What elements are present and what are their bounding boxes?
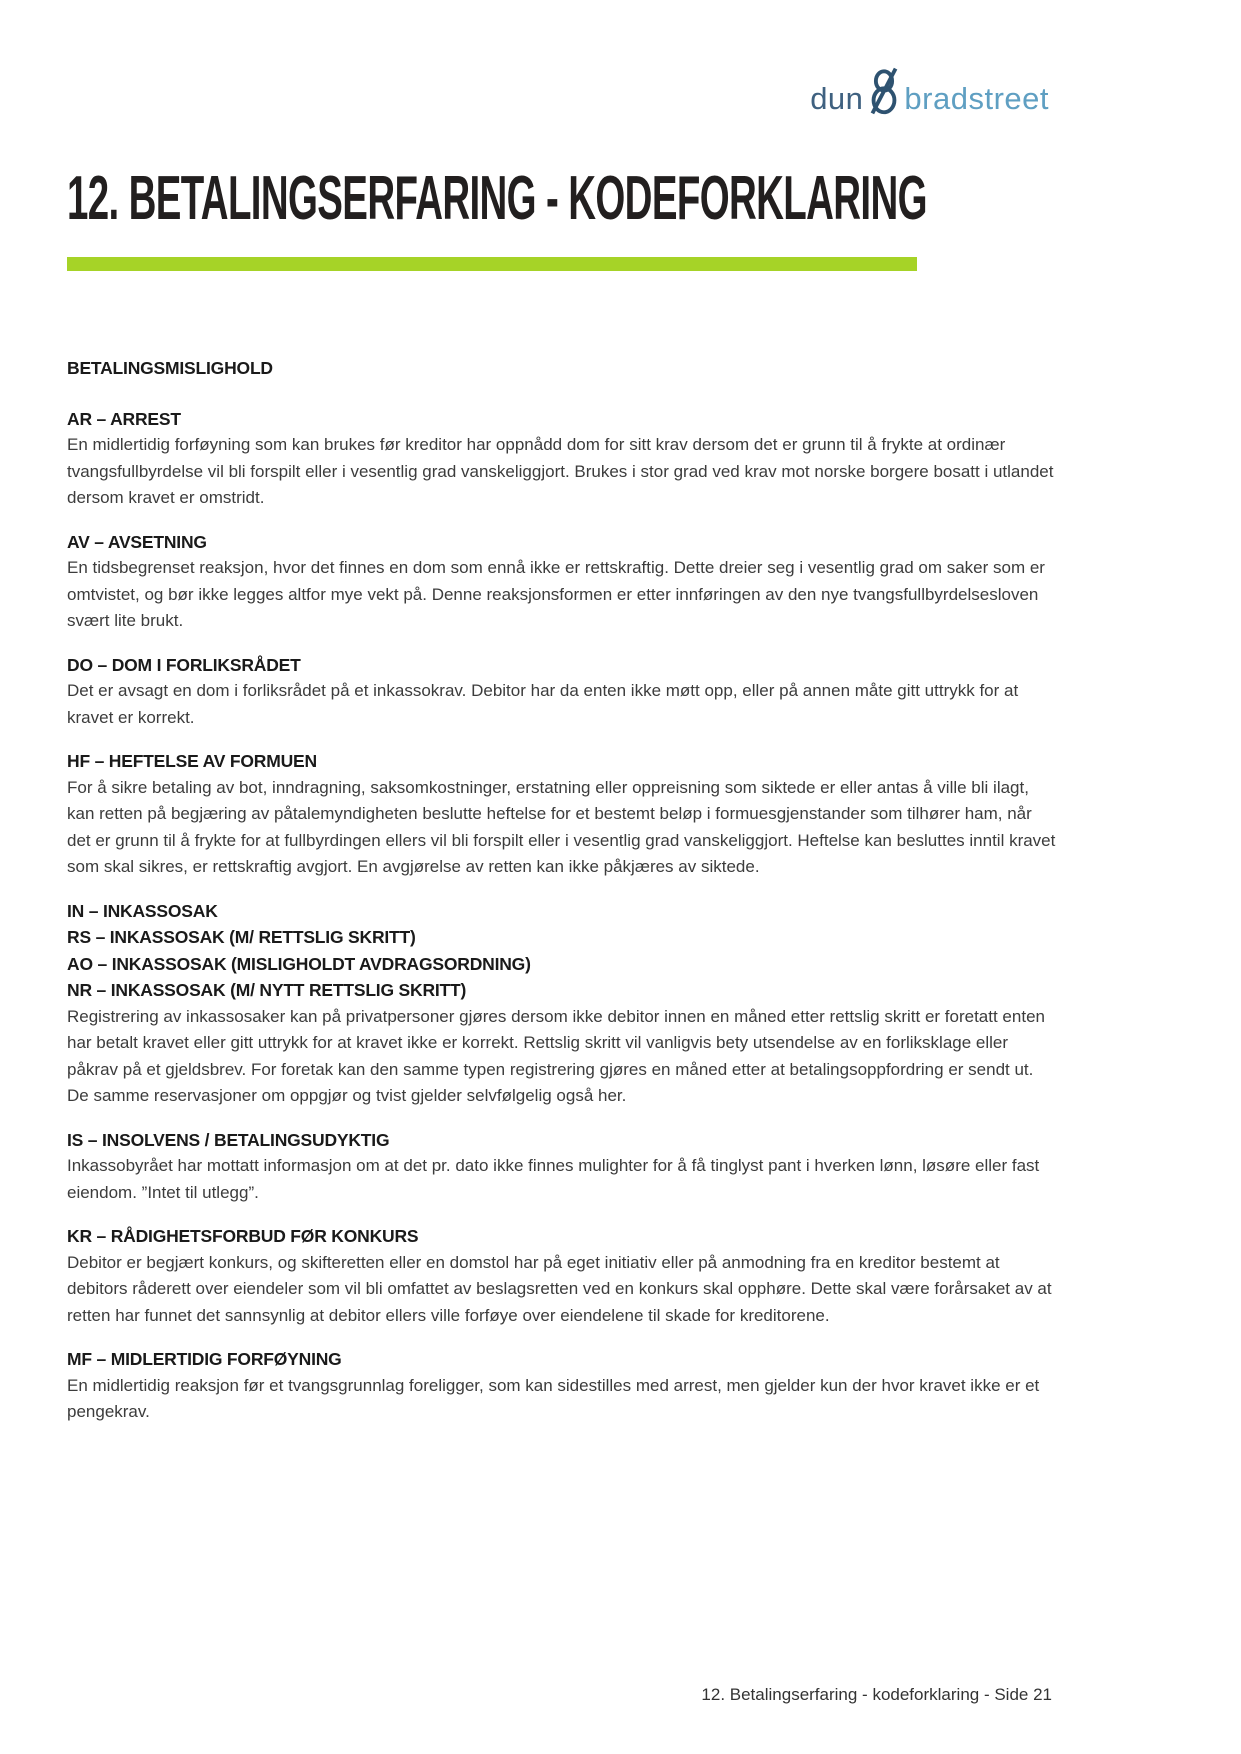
section-kr bbox=[67, 1223, 1057, 1329]
section-heading: AR – ARREST bbox=[67, 408, 181, 429]
section-body: Det er avsagt en dom i forliksrådet på et inkassokrav. Debitor har da enten ikke møtt opp, eller på annen måte gitt uttrykk for at kravet er korrekt. bbox=[67, 681, 1019, 727]
section-heading: HF – HEFTELSE AV FORMUEN bbox=[67, 751, 317, 771]
title-accent-bar bbox=[67, 257, 917, 271]
ampersand-icon bbox=[867, 66, 901, 121]
section-av bbox=[67, 529, 1057, 635]
logo-text-dun: dun bbox=[810, 81, 864, 116]
logo-text-bradstreet: bradstreet bbox=[904, 81, 1049, 116]
section-heading: DO – DOM I FORLIKSRÅDET bbox=[67, 654, 301, 675]
section-body: En midlertidig forføyning som kan brukes før kreditor har oppnådd dom for sitt krav dersom det er grunn til å frykte at ordinær tvangsfullbyrdelse vil bli forspilt eller i vesentlig grad vanskeliggjort. Brukes i stor grad ved krav mot norske borgere bosatt i utlandet dersom kravet er omstridt. bbox=[67, 435, 1054, 507]
section-heading: NR – INKASSOSAK (M/ NYTT RETTSLIG SKRITT) bbox=[67, 980, 467, 1000]
page-title: 12. BETALINGSERFARING - KODEFORKLARING bbox=[67, 164, 927, 233]
section-heading: KR – RÅDIGHETSFORBUD FØR KONKURS bbox=[67, 1226, 419, 1246]
section-heading: IS – INSOLVENS / BETALINGSUDYKTIG bbox=[67, 1129, 390, 1150]
section-heading: RS – INKASSOSAK (M/ RETTSLIG SKRITT) bbox=[67, 927, 416, 947]
dun-bradstreet-logo bbox=[810, 66, 1049, 114]
section-heading: MF – MIDLERTIDIG FORFØYNING bbox=[67, 1349, 342, 1369]
section-heading: AO – INKASSOSAK (MISLIGHOLDT AVDRAGSORDNING) bbox=[67, 953, 531, 974]
document-body bbox=[67, 355, 1057, 1443]
section-heading: AV – AVSETNING bbox=[67, 531, 207, 552]
section-body: Inkassobyrået har mottatt informasjon om at det pr. dato ikke finnes mulighter for å få tinglyst pant i hverken lønn, løsøre eller fast eiendom. ”Intet til utlegg”. bbox=[67, 1156, 1040, 1202]
section-body: Registrering av inkassosaker kan på privatpersoner gjøres dersom ikke debitor innen en måned etter rettslig skritt er foretatt enten har betalt kravet eller gitt uttrykk for at kravet ikke er korrekt. Rettslig skritt vil vanligvis bety utsendelse av en forliksklage eller påkrav på et gjeldsbrev. For foretak kan den samme typen registrering gjøres en måned etter at betalingsoppfordring er sendt ut. De samme reservasjoner om oppgjør og tvist gjelder selvfølgelig også her. bbox=[67, 1006, 1045, 1105]
section-is bbox=[67, 1127, 1057, 1207]
section-body: For å sikre betaling av bot, inndragning, saksomkostninger, erstatning eller oppreisning som siktede er eller antas å ville bli ilagt, kan retten på begjæring av påtalemyndigheten beslutte heftelse for et bestemt beløp i formuesgjenstander som tilhører ham, når det er grunn til å frykte for at fullbyrdingen ellers vil bli forspilt eller i vesentlig grad vanskeliggjort. Heftelse kan besluttes inntil kravet som skal sikres, er rettskraftig avgjort. En avgjørelse av retten kan ikke påkjæres av siktede. bbox=[67, 777, 1056, 876]
section-heading: IN – INKASSOSAK bbox=[67, 900, 218, 921]
section-body: Debitor er begjært konkurs, og skifteretten eller en domstol har på eget initiativ eller på anmodning fra en kreditor bestemt at debitors råderett over eiendeler som vil bli omfattet av beslagsretten ved en konkurs skal opphøre. Dette skal være forårsaket av at retten har funnet det sannsynlig at debitor ellers ville forføye over eiendelene til skade for kreditorene. bbox=[67, 1252, 1052, 1325]
section-inkasso bbox=[67, 898, 1057, 1110]
category-heading: BETALINGSMISLIGHOLD bbox=[67, 358, 273, 378]
section-mf bbox=[67, 1346, 1057, 1426]
section-ar bbox=[67, 406, 1057, 512]
section-body: En midlertidig reaksjon før et tvangsgrunnlag foreligger, som kan sidestilles med arrest, men gjelder kun der hvor kravet ikke er et pengekrav. bbox=[67, 1375, 1040, 1421]
section-body: En tidsbegrenset reaksjon, hvor det finnes en dom som ennå ikke er rettskraftig. Dette dreier seg i vesentlig grad om saker som er omtvistet, og bør ikke legges altfor mye vekt på. Denne reaksjonsformen er etter innføringen av den nye tvangsfullbyrdelsesloven svært lite brukt. bbox=[67, 558, 1045, 630]
section-hf bbox=[67, 748, 1057, 881]
section-do bbox=[67, 652, 1057, 732]
page-footer: 12. Betalingserfaring - kodeforklaring - Side 21 bbox=[701, 1685, 1052, 1704]
